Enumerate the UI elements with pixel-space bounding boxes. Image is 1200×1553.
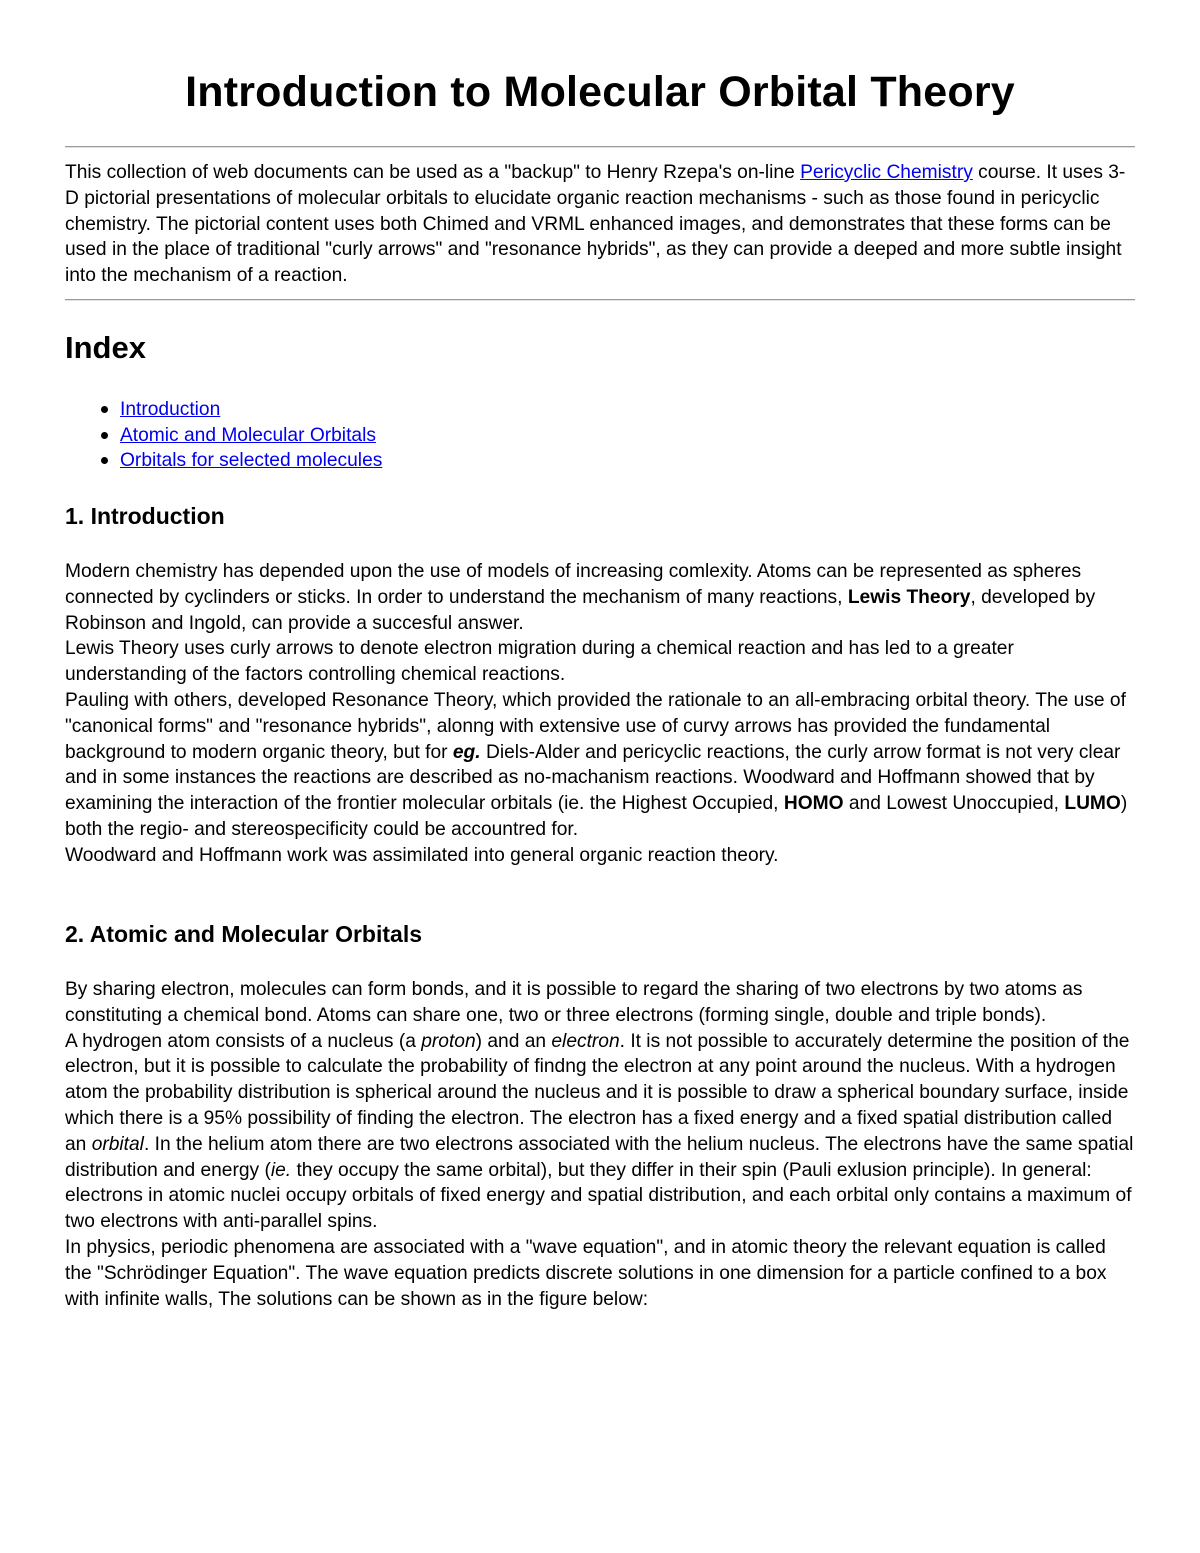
lumo-bold: LUMO: [1064, 793, 1121, 815]
section-2-paragraph-1: By sharing electron, molecules can form bonds, and it is possible to regard the sharing of two electrons by two atoms as constituting a chemical bond. Atoms can share one, two or three electrons (forming single, double and triple bonds).: [65, 979, 1083, 1026]
lewis-theory-bold: Lewis Theory: [847, 586, 971, 608]
intro-paragraph: [65, 160, 1135, 289]
intro-text-before-link: This collection of web documents can be used as a "backup" to Henry Rzepa's on-line: [65, 162, 801, 183]
ie-emphasis: ie.: [270, 1159, 292, 1181]
intro-text-after-link: course. It uses 3-D pictorial presentations of molecular orbitals to elucidate organic reaction mechanisms - such as those found in pericyclic chemistry. The pictorial content uses both Chimed and VRML enhanced images, and demonstrates that these forms can be used in the place of traditional "curly arrows" and "resonance hybrids", as they can provide a deeped and more subtle insight into the mechanism of a reaction.: [65, 162, 1126, 287]
eg-emphasis: eg.: [452, 741, 481, 763]
section-1-paragraph-4: Woodward and Hoffmann work was assimilated into general organic reaction theory.: [65, 844, 779, 866]
index-link-selected-molecules[interactable]: Orbitals for selected molecules: [120, 450, 383, 472]
bullet-icon: [101, 432, 108, 439]
electron-emphasis: electron: [551, 1030, 620, 1052]
text: A hydrogen atom consists of a nucleus (a: [65, 1030, 422, 1052]
index-item-introduction: [65, 397, 382, 423]
section-2-paragraph-2: [65, 1029, 1135, 1235]
text: and Lowest Unoccupied,: [843, 793, 1065, 815]
section-2-heading: 2. Atomic and Molecular Orbitals: [65, 921, 423, 947]
page-title: Introduction to Molecular Orbital Theory: [185, 68, 1015, 116]
section-2-body: [65, 977, 1135, 1312]
orbital-emphasis: orbital: [91, 1133, 144, 1155]
top-divider: [65, 146, 1135, 148]
section-1-paragraph-3: [65, 688, 1135, 843]
bullet-icon: [101, 457, 108, 464]
text: . It is not possible to accurately determine the position of the electron, but it is possible to calculate the probability of findng the electron at any point around the nucleus. With a hydrogen atom the probability distribution is spherical around the nucleus and it is possible to draw a spherical boundary surface, inside which there is a 95% possibility of finding the electron. The electron has a fixed energy and a fixed spatial distribution called an: [65, 1030, 1130, 1155]
index-link-introduction[interactable]: Introduction: [120, 399, 221, 420]
text: ) and an: [475, 1030, 552, 1052]
section-1-paragraph-2: Lewis Theory uses curly arrows to denote electron migration during a chemical reaction and has led to a greater understanding of the factors controlling chemical reactions.: [65, 638, 1014, 686]
homo-bold: HOMO: [783, 793, 844, 815]
intro-divider: [65, 299, 1135, 301]
index-list: [65, 397, 382, 474]
text: they occupy the same orbital), but they differ in their spin (Pauli exlusion principle). In general: electrons in atomic nuclei occupy orbitals of fixed energy and spatial distribution, and each orbital only contains a maximum of two electrons with anti-parallel spins.: [65, 1159, 1132, 1233]
section-1-heading: 1. Introduction: [65, 503, 225, 529]
text: , developed by Robinson and Ingold, can provide a succesful answer.: [65, 586, 1096, 634]
bullet-icon: [101, 406, 108, 413]
text: ) both the regio- and stereospecificity could be accountred for.: [65, 793, 1128, 840]
section-2-paragraph-3: In physics, periodic phenomena are associated with a "wave equation", and in atomic theory the relevant equation is called the "Schrödinger Equation". The wave equation predicts discrete solutions in one dimension for a particle confined to a box with infinite walls, The solutions can be shown as in the figure below:: [65, 1236, 1107, 1310]
text: Pauling with others, developed Resonance Theory, which provided the rationale to an all-embracing orbital theory. The use of "canonical forms" and "resonance hybrids", alonng with extensive use of curvy arrows has provided the fundamental background to modern organic theory, but for: [65, 689, 1126, 763]
section-1-body: [65, 559, 1135, 869]
index-item-atomic-molecular-orbitals: [65, 423, 382, 449]
text: . In the helium atom there are two electrons associated with the helium nucleus. The electrons have the same spatial distribution and energy (: [65, 1133, 1134, 1181]
index-link-atomic-molecular-orbitals[interactable]: Atomic and Molecular Orbitals: [120, 424, 376, 446]
text: Diels-Alder and pericyclic reactions, the curly arrow format is not very clear and in some instances the reactions are described as no-machanism reactions. Woodward and Hoffmann showed that by examining the interaction of the frontier molecular orbitals (ie. the Highest Occupied,: [65, 741, 1121, 815]
index-heading: Index: [65, 330, 146, 365]
text: Modern chemistry has depended upon the use of models of increasing comlexity. Atoms can be represented as spheres connected by cyclinders or sticks. In order to understand the mechanism of many reactions,: [65, 561, 1082, 608]
pericyclic-chemistry-link[interactable]: Pericyclic Chemistry: [800, 162, 973, 183]
section-1-paragraph-1: [65, 559, 1135, 636]
proton-emphasis: proton: [421, 1030, 476, 1052]
index-item-selected-molecules: [65, 448, 382, 474]
